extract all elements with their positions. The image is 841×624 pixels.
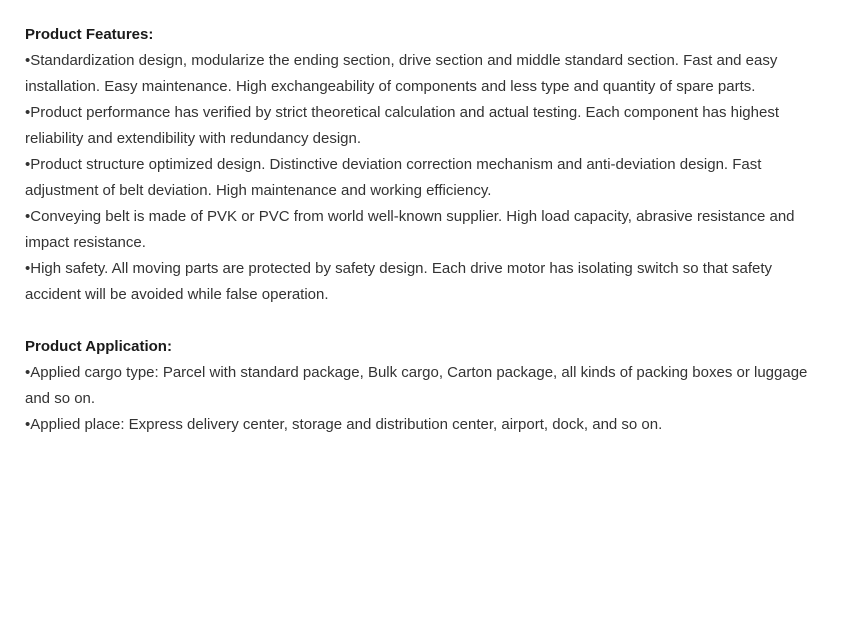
feature-item: •Standardization design, modularize the ending section, drive section and middle standard section. Fast and easy installation. Easy maintenance. High exchangeability of components and less type and quantity of spare parts. <box>25 52 778 95</box>
feature-item: •High safety. All moving parts are protected by safety design. Each drive motor has isolating switch so that safety accident will be avoided while false operation. <box>25 260 773 303</box>
features-heading: Product Features: <box>25 26 154 43</box>
feature-item: •Product performance has verified by strict theoretical calculation and actual testing. Each component has highest reliability and extendibility with redundancy design. <box>25 104 779 147</box>
product-description <box>25 22 825 438</box>
application-section <box>25 334 825 438</box>
features-section <box>25 22 825 308</box>
feature-item: •Conveying belt is made of PVK or PVC from world well-known supplier. High load capacity, abrasive resistance and impact resistance. <box>25 208 795 251</box>
feature-item: •Product structure optimized design. Distinctive deviation correction mechanism and anti-deviation design. Fast adjustment of belt deviation. High maintenance and working efficiency. <box>25 156 762 199</box>
application-heading: Product Application: <box>25 338 172 355</box>
application-item: •Applied cargo type: Parcel with standard package, Bulk cargo, Carton package, all kinds of packing boxes or luggage and so on. <box>25 364 808 407</box>
application-item: •Applied place: Express delivery center, storage and distribution center, airport, dock, and so on. <box>25 416 663 433</box>
